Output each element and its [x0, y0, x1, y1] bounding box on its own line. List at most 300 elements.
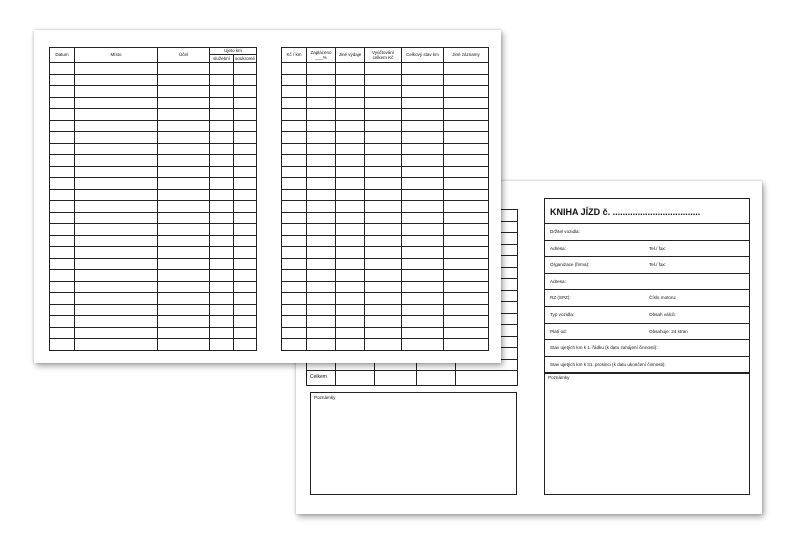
table-cell[interactable]: [75, 224, 158, 236]
table-cell[interactable]: [402, 201, 444, 213]
table-cell[interactable]: [307, 339, 336, 351]
table-cell[interactable]: [307, 178, 336, 190]
table-cell[interactable]: [158, 316, 210, 328]
col-vyuctovani: Vyúčtování celkem Kč: [365, 48, 402, 63]
table-cell[interactable]: [158, 201, 210, 213]
table-cell[interactable]: [282, 132, 307, 144]
table-cell[interactable]: [234, 178, 257, 190]
table-cell[interactable]: [365, 155, 402, 167]
table-cell[interactable]: [210, 166, 234, 178]
table-cell[interactable]: [75, 235, 158, 247]
table-cell[interactable]: [307, 132, 336, 144]
table-cell[interactable]: [282, 316, 307, 328]
table-cell[interactable]: [210, 258, 234, 270]
table-cell[interactable]: [365, 178, 402, 190]
table-cell[interactable]: [444, 258, 489, 270]
table-cell[interactable]: [365, 143, 402, 155]
table-cell[interactable]: [50, 166, 75, 178]
table-cell[interactable]: [444, 74, 489, 86]
table-cell[interactable]: [234, 304, 257, 316]
table-cell[interactable]: [282, 224, 307, 236]
table-cell[interactable]: [158, 327, 210, 339]
table-cell[interactable]: [402, 304, 444, 316]
table-cell[interactable]: [234, 86, 257, 98]
table-cell[interactable]: [75, 63, 158, 75]
table-cell[interactable]: [50, 201, 75, 213]
table-row: [282, 270, 489, 282]
table-cell[interactable]: [365, 120, 402, 132]
table-cell[interactable]: [234, 155, 257, 167]
table-cell[interactable]: [402, 120, 444, 132]
cover-row: [545, 307, 749, 324]
table-cell[interactable]: [234, 132, 257, 144]
table-row: [282, 166, 489, 178]
table-cell[interactable]: [365, 281, 402, 293]
table-cell[interactable]: [336, 270, 365, 282]
table-cell[interactable]: [444, 212, 489, 224]
table-cell[interactable]: [210, 212, 234, 224]
table-cell[interactable]: [210, 63, 234, 75]
table-cell[interactable]: [210, 97, 234, 109]
table-cell[interactable]: [50, 74, 75, 86]
table-cell[interactable]: [444, 63, 489, 75]
table-cell[interactable]: [210, 304, 234, 316]
table-cell[interactable]: [75, 201, 158, 213]
table-cell[interactable]: [158, 304, 210, 316]
table-cell[interactable]: [444, 281, 489, 293]
table-cell[interactable]: [75, 327, 158, 339]
table-cell[interactable]: [282, 97, 307, 109]
table-cell[interactable]: [158, 270, 210, 282]
table-cell[interactable]: [402, 270, 444, 282]
table-cell[interactable]: [336, 166, 365, 178]
table-cell[interactable]: [234, 63, 257, 75]
table-cell[interactable]: [282, 189, 307, 201]
table-cell[interactable]: [210, 201, 234, 213]
table-cell[interactable]: [210, 120, 234, 132]
table-cell[interactable]: [307, 224, 336, 236]
table-cell[interactable]: [158, 74, 210, 86]
table-cell[interactable]: [50, 178, 75, 190]
table-cell[interactable]: [336, 327, 365, 339]
table-cell[interactable]: [365, 212, 402, 224]
table-cell[interactable]: [282, 109, 307, 121]
table-cell[interactable]: [402, 166, 444, 178]
table-cell[interactable]: [75, 339, 158, 351]
table-cell[interactable]: [75, 293, 158, 305]
table-cell[interactable]: [307, 109, 336, 121]
table-cell[interactable]: [234, 166, 257, 178]
table-cell[interactable]: [210, 74, 234, 86]
table-cell[interactable]: [336, 201, 365, 213]
table-cell[interactable]: [210, 327, 234, 339]
table-cell[interactable]: [234, 270, 257, 282]
table-cell[interactable]: [365, 270, 402, 282]
table-cell[interactable]: [444, 235, 489, 247]
table-cell[interactable]: [158, 155, 210, 167]
table-cell[interactable]: [210, 293, 234, 305]
table-cell[interactable]: [234, 281, 257, 293]
table-cell[interactable]: [307, 189, 336, 201]
table-cell[interactable]: [210, 132, 234, 144]
table-cell[interactable]: [282, 63, 307, 75]
table-cell[interactable]: [50, 235, 75, 247]
table-cell[interactable]: [307, 97, 336, 109]
table-cell[interactable]: [158, 97, 210, 109]
table-cell[interactable]: [50, 143, 75, 155]
table-cell[interactable]: [75, 166, 158, 178]
table-cell[interactable]: [444, 143, 489, 155]
table-cell[interactable]: [365, 63, 402, 75]
table-cell[interactable]: [336, 120, 365, 132]
table-cell[interactable]: [365, 235, 402, 247]
table-cell[interactable]: [365, 304, 402, 316]
table-cell[interactable]: [444, 270, 489, 282]
table-cell[interactable]: [307, 281, 336, 293]
table-cell[interactable]: [234, 97, 257, 109]
table-cell[interactable]: [50, 316, 75, 328]
cover-row-label-right: Obsah válců:: [649, 311, 676, 317]
table-cell[interactable]: [444, 166, 489, 178]
table-cell[interactable]: [282, 304, 307, 316]
table-cell[interactable]: [158, 120, 210, 132]
table-cell[interactable]: [402, 316, 444, 328]
table-cell[interactable]: [282, 212, 307, 224]
table-cell[interactable]: [210, 224, 234, 236]
table-cell[interactable]: [402, 155, 444, 167]
table-row: [282, 212, 489, 224]
table-cell[interactable]: [365, 74, 402, 86]
table-cell[interactable]: [402, 97, 444, 109]
table-cell[interactable]: [444, 178, 489, 190]
table-cell[interactable]: [50, 270, 75, 282]
table-cell[interactable]: [75, 155, 158, 167]
table-cell[interactable]: [402, 212, 444, 224]
table-cell[interactable]: [50, 327, 75, 339]
table-cell[interactable]: [234, 293, 257, 305]
table-cell[interactable]: [210, 86, 234, 98]
table-cell[interactable]: [365, 97, 402, 109]
table-cell[interactable]: [365, 258, 402, 270]
table-cell[interactable]: [158, 293, 210, 305]
table-cell[interactable]: [307, 235, 336, 247]
table-cell[interactable]: [234, 258, 257, 270]
table-cell[interactable]: [336, 109, 365, 121]
table-row: [282, 143, 489, 155]
table-cell[interactable]: [307, 86, 336, 98]
table-cell[interactable]: [50, 258, 75, 270]
table-cell[interactable]: [234, 212, 257, 224]
table-cell[interactable]: [336, 304, 365, 316]
table-cell[interactable]: [282, 74, 307, 86]
table-cell[interactable]: [234, 109, 257, 121]
table-cell[interactable]: [158, 143, 210, 155]
cover-row-label: Organizace (firma):: [550, 262, 590, 268]
table-cell[interactable]: [158, 63, 210, 75]
table-cell[interactable]: [402, 339, 444, 351]
table-cell[interactable]: [75, 247, 158, 259]
total-cell[interactable]: [417, 371, 456, 386]
table-cell[interactable]: [158, 281, 210, 293]
table-cell[interactable]: [75, 74, 158, 86]
table-cell[interactable]: [210, 143, 234, 155]
table-cell[interactable]: [50, 189, 75, 201]
cover-title-row: [545, 199, 749, 224]
table-cell[interactable]: [282, 270, 307, 282]
table-cell[interactable]: [50, 132, 75, 144]
table-cell[interactable]: [210, 235, 234, 247]
table-cell[interactable]: [282, 293, 307, 305]
table-cell[interactable]: [444, 224, 489, 236]
table-cell[interactable]: [282, 178, 307, 190]
table-cell[interactable]: [234, 201, 257, 213]
table-cell[interactable]: [50, 293, 75, 305]
table-cell[interactable]: [336, 189, 365, 201]
table-cell[interactable]: [50, 109, 75, 121]
table-cell[interactable]: [234, 74, 257, 86]
col-ujeto-km: Ujeto km: [210, 48, 257, 55]
table-cell[interactable]: [402, 189, 444, 201]
table-cell[interactable]: [307, 258, 336, 270]
table-cell[interactable]: [365, 132, 402, 144]
table-cell[interactable]: [50, 247, 75, 259]
table-cell[interactable]: [365, 86, 402, 98]
table-cell[interactable]: [282, 86, 307, 98]
table-cell[interactable]: [402, 327, 444, 339]
table-cell[interactable]: [282, 258, 307, 270]
table-cell[interactable]: [444, 97, 489, 109]
table-cell[interactable]: [234, 224, 257, 236]
table-cell[interactable]: [210, 339, 234, 351]
table-cell[interactable]: [75, 281, 158, 293]
table-cell[interactable]: [158, 247, 210, 259]
table-cell[interactable]: [75, 304, 158, 316]
table-cell[interactable]: [234, 235, 257, 247]
table-cell[interactable]: [50, 86, 75, 98]
table-cell[interactable]: [282, 327, 307, 339]
table-cell[interactable]: [336, 281, 365, 293]
table-row: [50, 189, 257, 201]
table-cell[interactable]: [336, 212, 365, 224]
table-cell[interactable]: [365, 327, 402, 339]
table-cell[interactable]: [282, 339, 307, 351]
table-cell[interactable]: [75, 178, 158, 190]
table-cell[interactable]: [365, 109, 402, 121]
table-cell[interactable]: [158, 109, 210, 121]
table-cell[interactable]: [158, 212, 210, 224]
table-cell[interactable]: [50, 155, 75, 167]
table-cell[interactable]: [365, 293, 402, 305]
table-cell[interactable]: [75, 189, 158, 201]
table-cell[interactable]: [444, 339, 489, 351]
table-cell[interactable]: [444, 201, 489, 213]
cover-row-label: Stav ujetých km k 1. řádku (k datu zahájení činnosti):: [550, 345, 658, 351]
cover-row: [545, 340, 749, 357]
table-cell[interactable]: [158, 224, 210, 236]
table-cell[interactable]: [75, 120, 158, 132]
table-cell[interactable]: [50, 63, 75, 75]
table-cell[interactable]: [210, 189, 234, 201]
back-notes-box: [310, 392, 517, 495]
table-cell[interactable]: [75, 109, 158, 121]
table-cell[interactable]: [50, 339, 75, 351]
table-cell[interactable]: [158, 258, 210, 270]
table-cell[interactable]: [158, 132, 210, 144]
table-cell[interactable]: [336, 224, 365, 236]
table-cell[interactable]: [307, 327, 336, 339]
table-cell[interactable]: [50, 304, 75, 316]
table-cell[interactable]: [234, 143, 257, 155]
table-cell[interactable]: [365, 339, 402, 351]
table-cell[interactable]: [336, 247, 365, 259]
table-cell[interactable]: [336, 155, 365, 167]
table-cell[interactable]: [336, 235, 365, 247]
table-cell[interactable]: [336, 143, 365, 155]
table-cell[interactable]: [234, 339, 257, 351]
table-row: [50, 166, 257, 178]
table-cell[interactable]: [158, 86, 210, 98]
table-cell[interactable]: [210, 247, 234, 259]
table-cell[interactable]: [336, 339, 365, 351]
table-cell[interactable]: [75, 97, 158, 109]
table-cell[interactable]: [336, 293, 365, 305]
total-cell[interactable]: [336, 371, 375, 386]
table-cell[interactable]: [234, 189, 257, 201]
table-cell[interactable]: [50, 212, 75, 224]
table-cell[interactable]: [402, 293, 444, 305]
table-cell[interactable]: [234, 120, 257, 132]
total-cell[interactable]: [456, 371, 518, 386]
table-cell[interactable]: [307, 201, 336, 213]
table-cell[interactable]: [402, 247, 444, 259]
table-cell[interactable]: [444, 293, 489, 305]
table-cell[interactable]: [402, 132, 444, 144]
table-cell[interactable]: [444, 247, 489, 259]
table-cell[interactable]: [402, 63, 444, 75]
table-cell[interactable]: [402, 281, 444, 293]
table-cell[interactable]: [444, 316, 489, 328]
table-cell[interactable]: [282, 143, 307, 155]
table-cell[interactable]: [444, 327, 489, 339]
table-cell[interactable]: [402, 109, 444, 121]
table-cell[interactable]: [365, 166, 402, 178]
table-cell[interactable]: [444, 109, 489, 121]
table-cell[interactable]: [75, 270, 158, 282]
table-cell[interactable]: [402, 224, 444, 236]
table-cell[interactable]: [158, 235, 210, 247]
table-cell[interactable]: [75, 258, 158, 270]
table-cell[interactable]: [307, 316, 336, 328]
table-cell[interactable]: [444, 189, 489, 201]
table-cell[interactable]: [365, 316, 402, 328]
table-cell[interactable]: [444, 304, 489, 316]
table-cell[interactable]: [336, 97, 365, 109]
table-cell[interactable]: [158, 178, 210, 190]
table-row: [282, 247, 489, 259]
table-cell[interactable]: [444, 155, 489, 167]
table-cell[interactable]: [402, 258, 444, 270]
table-cell[interactable]: [444, 86, 489, 98]
table-cell[interactable]: [50, 224, 75, 236]
table-cell[interactable]: [282, 235, 307, 247]
table-cell[interactable]: [75, 316, 158, 328]
table-cell[interactable]: [365, 224, 402, 236]
table-cell[interactable]: [307, 166, 336, 178]
table-cell[interactable]: [158, 189, 210, 201]
table-cell[interactable]: [365, 247, 402, 259]
table-cell[interactable]: [307, 304, 336, 316]
table-cell[interactable]: [282, 120, 307, 132]
table-cell[interactable]: [402, 235, 444, 247]
table-cell[interactable]: [365, 201, 402, 213]
table-cell[interactable]: [75, 212, 158, 224]
total-cell[interactable]: [375, 371, 417, 386]
cover-row: [545, 357, 749, 374]
table-cell[interactable]: [307, 74, 336, 86]
table-cell[interactable]: [336, 132, 365, 144]
table-cell[interactable]: [282, 201, 307, 213]
table-cell[interactable]: [307, 212, 336, 224]
table-cell[interactable]: [402, 143, 444, 155]
table-cell[interactable]: [158, 339, 210, 351]
table-cell[interactable]: [282, 155, 307, 167]
table-cell[interactable]: [402, 86, 444, 98]
table-cell[interactable]: [210, 270, 234, 282]
table-cell[interactable]: [282, 166, 307, 178]
table-cell[interactable]: [402, 178, 444, 190]
table-cell[interactable]: [336, 258, 365, 270]
table-cell[interactable]: [336, 316, 365, 328]
table-cell[interactable]: [210, 316, 234, 328]
table-row: [282, 97, 489, 109]
table-cell[interactable]: [402, 74, 444, 86]
table-cell[interactable]: [336, 86, 365, 98]
table-cell[interactable]: [336, 74, 365, 86]
table-cell[interactable]: [210, 178, 234, 190]
table-cell[interactable]: [444, 120, 489, 132]
table-cell[interactable]: [282, 281, 307, 293]
table-cell[interactable]: [307, 293, 336, 305]
table-cell[interactable]: [75, 132, 158, 144]
table-cell[interactable]: [307, 155, 336, 167]
table-cell[interactable]: [307, 143, 336, 155]
table-cell[interactable]: [75, 86, 158, 98]
table-cell[interactable]: [307, 120, 336, 132]
table-cell[interactable]: [234, 247, 257, 259]
table-cell[interactable]: [282, 247, 307, 259]
table-cell[interactable]: [210, 281, 234, 293]
table-cell[interactable]: [336, 178, 365, 190]
table-cell[interactable]: [75, 143, 158, 155]
table-cell[interactable]: [307, 247, 336, 259]
table-row: [50, 201, 257, 213]
table-cell[interactable]: [307, 63, 336, 75]
table-cell[interactable]: [444, 132, 489, 144]
table-row: [282, 327, 489, 339]
table-cell[interactable]: [50, 120, 75, 132]
table-cell[interactable]: [50, 281, 75, 293]
table-cell[interactable]: [210, 109, 234, 121]
table-cell[interactable]: [307, 270, 336, 282]
table-cell[interactable]: [365, 189, 402, 201]
table-cell[interactable]: [336, 63, 365, 75]
table-cell[interactable]: [158, 166, 210, 178]
table-cell[interactable]: [50, 97, 75, 109]
table-cell[interactable]: [210, 155, 234, 167]
cover-row-label: Držitel vozidla:: [550, 229, 580, 234]
table-cell[interactable]: [234, 327, 257, 339]
table-cell[interactable]: [234, 316, 257, 328]
